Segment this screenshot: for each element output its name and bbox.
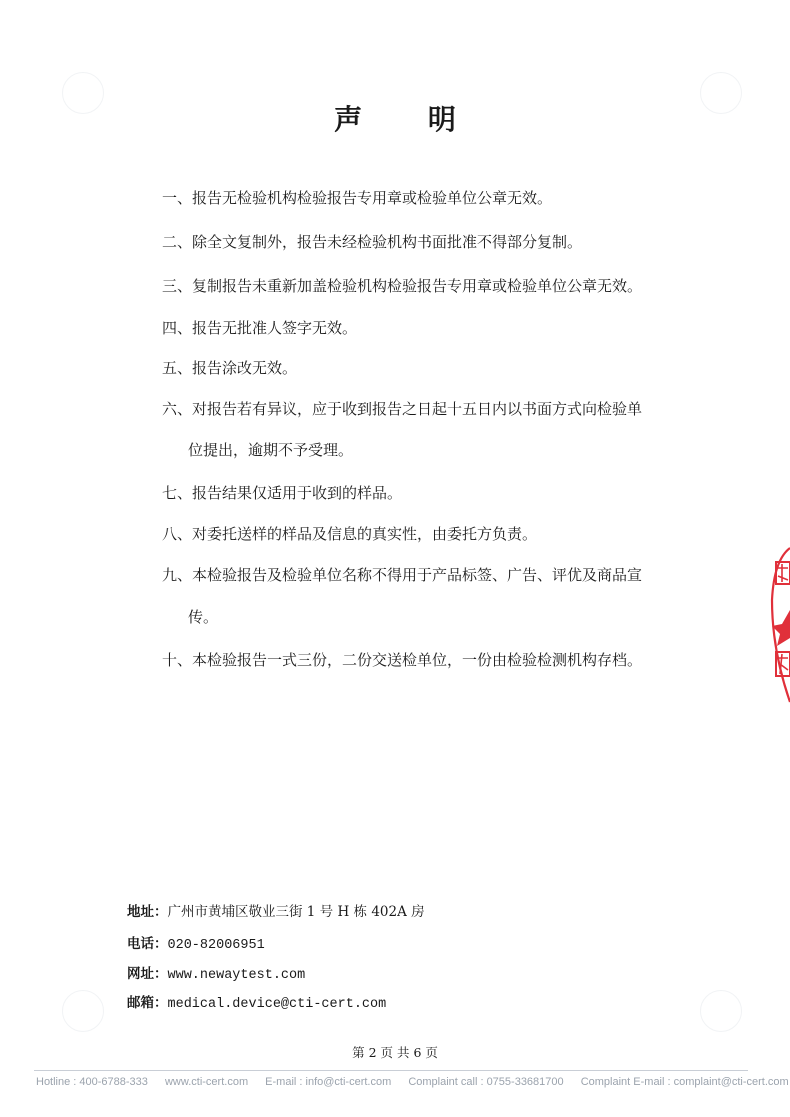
web-value: www.newaytest.com	[167, 968, 306, 983]
web-row: 网址：www.newaytest.com	[127, 966, 306, 983]
address-row: 地址：广州市黄埔区敬业三街 1 号 H 栋 402A 房	[127, 904, 425, 920]
list-item: 二、除全文复制外，报告未经检验机构书面批准不得部分复制。	[162, 233, 583, 251]
email-row: 邮箱：medical.device@cti-cert.com	[127, 995, 387, 1012]
footer	[36, 1076, 790, 1088]
page-number: 第 2 页 共 6 页	[352, 1045, 438, 1060]
page-title: 声 明	[334, 103, 484, 136]
list-item: 十、本检验报告一式三份，二份交送检单位，一份由检验检测机构存档。	[162, 651, 643, 669]
list-item: 一、报告无检验机构检验报告专用章或检验单位公章无效。	[162, 189, 553, 207]
list-item: 三、复制报告未重新加盖检验机构检验报告专用章或检验单位公章无效。	[162, 277, 643, 295]
phone-value: 020-82006951	[167, 938, 265, 953]
list-item: 九、本检验报告及检验单位名称不得用于产品标签、广告、评优及商品宣	[162, 566, 643, 584]
list-item: 七、报告结果仅适用于收到的样品。	[162, 484, 403, 502]
footer-hotline: Hotline : 400-6788-333	[36, 1076, 148, 1088]
footer-email: E-mail : info@cti-cert.com	[265, 1076, 392, 1088]
footer-complaint-email: Complaint E-mail : complaint@cti-cert.com	[580, 1076, 789, 1088]
address-value: 广州市黄埔区敬业三街 1 号 H 栋 402A 房	[167, 904, 425, 920]
list-item: 四、报告无批准人签字无效。	[162, 319, 358, 337]
footer-divider	[34, 1070, 748, 1071]
watermark-logo	[62, 990, 104, 1032]
seal-stamp	[768, 540, 790, 710]
list-item: 八、对委托送样的样品及信息的真实性，由委托方负责。	[162, 525, 538, 543]
watermark-logo	[700, 990, 742, 1032]
list-item: 六、对报告若有异议，应于收到报告之日起十五日内以书面方式向检验单	[162, 400, 643, 418]
list-item: 五、报告涂改无效。	[162, 359, 298, 377]
footer-website: www.cti-cert.com	[164, 1076, 249, 1088]
list-item-continuation: 传。	[188, 608, 219, 626]
list-item-continuation: 位提出，逾期不予受理。	[188, 441, 354, 459]
footer-complaint-call: Complaint call : 0755-33681700	[408, 1076, 564, 1088]
phone-row: 电话：020-82006951	[127, 936, 265, 953]
email-value: medical.device@cti-cert.com	[167, 997, 387, 1012]
